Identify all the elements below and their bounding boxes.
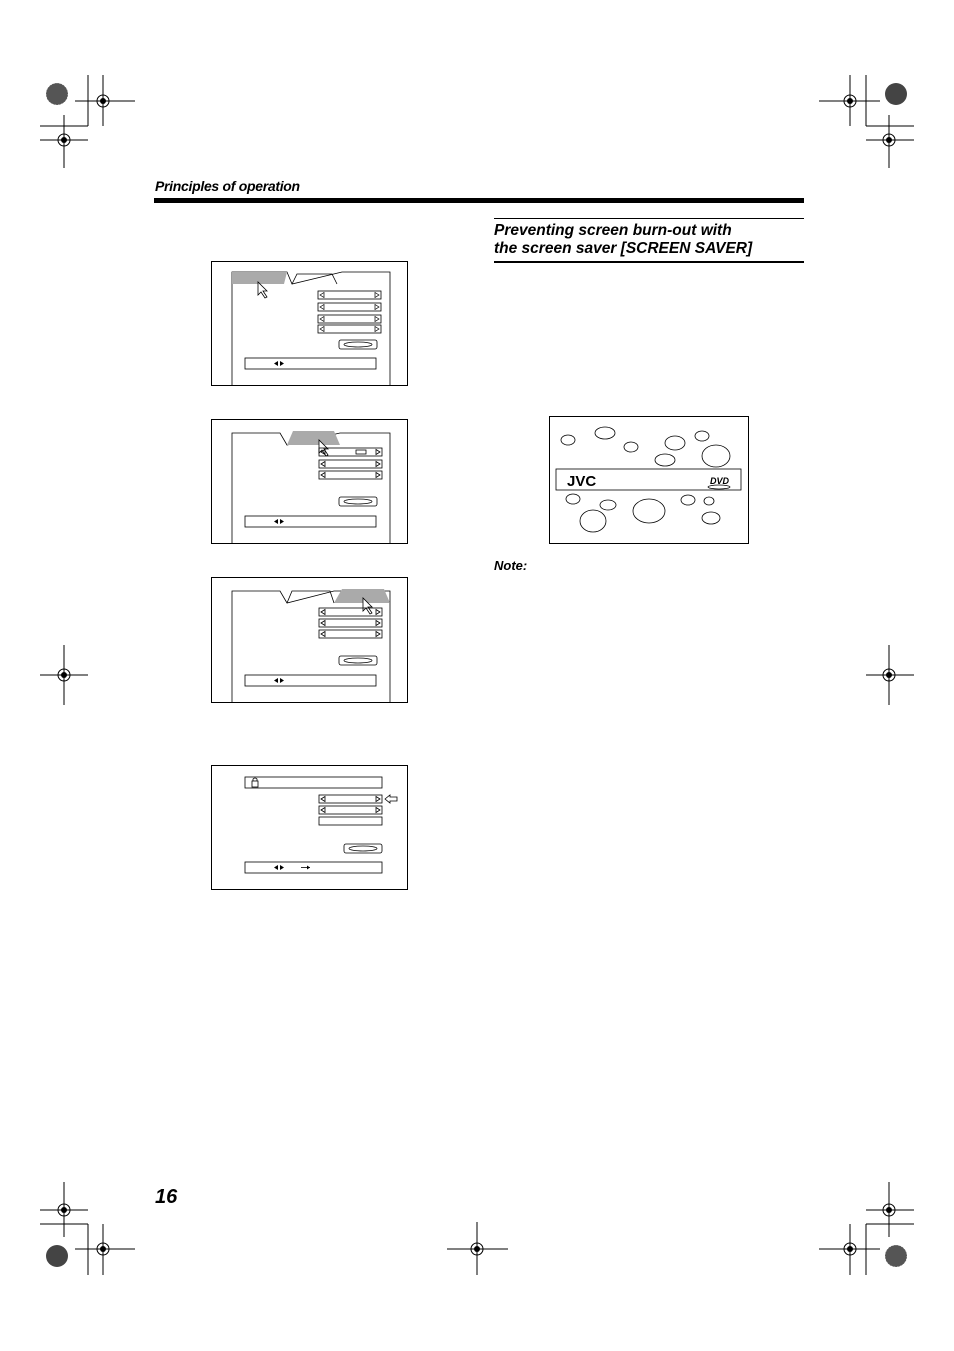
left-right-arrows-icon <box>274 361 284 366</box>
menu-screen-2 <box>211 419 408 544</box>
header-rule <box>154 198 804 203</box>
left-right-arrows-icon <box>274 678 284 683</box>
section-heading <box>494 218 804 263</box>
page-number: 16 <box>155 1186 178 1208</box>
dvd-logo <box>708 476 730 489</box>
jvc-logo: JVC <box>567 473 597 490</box>
menu-screen-3 <box>211 577 408 703</box>
menu-screen-4 <box>211 765 408 890</box>
section-title: Principles of operation <box>155 178 300 194</box>
pointer-arrow-icon <box>258 282 267 298</box>
heading-line-2: the screen saver [SCREEN SAVER] <box>494 240 753 257</box>
note-label: Note: <box>494 558 528 573</box>
svg-text:DVD: DVD <box>710 476 730 486</box>
left-right-arrows-icon <box>274 519 284 524</box>
screen-saver-illustration <box>549 416 749 544</box>
lock-icon <box>252 778 258 787</box>
heading-line-1: Preventing screen burn-out with <box>494 222 732 239</box>
menu-screen-1 <box>211 261 408 386</box>
